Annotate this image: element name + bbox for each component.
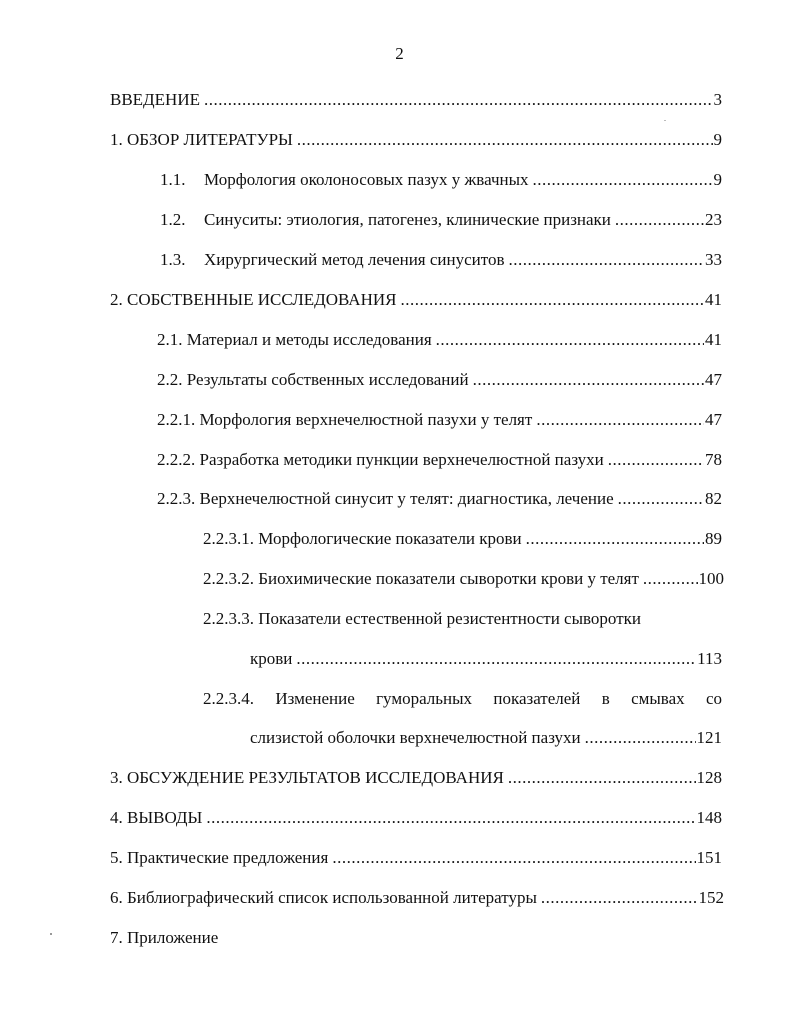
dot-leader — [608, 450, 704, 470]
toc-title: 2.2.3.2. Биохимические показатели сыворотки крови у телят — [203, 569, 639, 588]
toc-page: 9 — [713, 170, 722, 189]
toc-title: 2.2.3. Верхнечелюстной синусит у телят: диагностика, лечение — [157, 489, 614, 508]
toc-entry-ch4 — [110, 808, 722, 828]
toc-page: 41 — [705, 290, 722, 309]
dot-leader — [615, 210, 704, 230]
scan-speck — [50, 933, 52, 935]
toc-entry-2-2-3 — [157, 489, 722, 509]
toc-page: 33 — [705, 250, 722, 269]
toc-page: 47 — [705, 370, 722, 389]
toc-title: 2. СОБСТВЕННЫЕ ИССЛЕДОВАНИЯ — [110, 290, 397, 309]
toc-page: 151 — [696, 848, 722, 867]
toc-entry-ch5 — [110, 848, 722, 868]
toc-entry-intro — [110, 90, 722, 110]
toc-entry-2-2-2 — [157, 450, 722, 470]
toc-entry-ch1 — [110, 130, 722, 150]
toc-entry-1-2 — [160, 210, 722, 230]
dot-leader — [297, 130, 713, 150]
toc-page: 23 — [705, 210, 722, 229]
toc-entry-1-1 — [160, 170, 722, 190]
toc-title: 1. ОБЗОР ЛИТЕРАТУРЫ — [110, 130, 293, 149]
dot-leader — [508, 768, 696, 788]
toc-title: 2.1. Материал и методы исследования — [157, 330, 432, 349]
toc-page: 3 — [713, 90, 722, 109]
toc-entry-2-2 — [157, 370, 722, 390]
toc-page: 121 — [696, 728, 722, 747]
toc-entry-2-2-3-3-line1: 2.2.3.3. Показатели естественной резистентности сыворотки — [203, 609, 641, 628]
toc-entry-ch6 — [110, 888, 724, 908]
toc-title: Морфология околоносовых пазух у жвачных — [204, 170, 529, 189]
toc-entry-ch3 — [110, 768, 722, 788]
toc-title: 4. ВЫВОДЫ — [110, 808, 203, 827]
toc-title: Синуситы: этиология, патогенез, клинические признаки — [204, 210, 611, 229]
toc-page: 100 — [698, 569, 724, 588]
toc-page: 113 — [697, 649, 722, 668]
toc-entry-2-1 — [157, 330, 722, 350]
toc-page: 89 — [705, 529, 722, 548]
dot-leader — [541, 888, 698, 908]
dot-leader — [536, 410, 704, 430]
toc-page: 78 — [705, 450, 722, 469]
dot-leader — [533, 170, 713, 190]
scan-speck — [664, 120, 666, 121]
dot-leader — [618, 489, 704, 509]
dot-leader — [473, 370, 704, 390]
toc-entry-2-2-1 — [157, 410, 722, 430]
dot-leader — [509, 250, 705, 270]
dot-leader — [643, 569, 698, 589]
dot-leader — [296, 649, 696, 669]
toc-entry-2-2-3-4-line1: 2.2.3.4. Изменение гуморальных показателей в смывах со — [203, 689, 722, 708]
dot-leader — [206, 808, 695, 828]
toc-title: Хирургический метод лечения синуситов — [204, 250, 505, 269]
toc-entry-ch7: 7. Приложение — [110, 928, 219, 947]
toc-title: крови — [250, 649, 293, 668]
toc-title: 2.2. Результаты собственных исследований — [157, 370, 469, 389]
toc-title: 2.2.2. Разработка методики пункции верхнечелюстной пазухи — [157, 450, 604, 469]
dot-leader — [526, 529, 704, 549]
dot-leader — [585, 728, 696, 748]
toc-entry-ch2 — [110, 290, 722, 310]
toc-entry-2-2-3-4 — [250, 728, 722, 748]
dot-leader — [332, 848, 695, 868]
toc-title: слизистой оболочки верхнечелюстной пазухи — [250, 728, 581, 747]
dot-leader — [400, 290, 704, 310]
toc-page: 148 — [696, 808, 722, 827]
toc-page: 47 — [705, 410, 722, 429]
toc-page: 152 — [698, 888, 724, 907]
toc-title: 5. Практические предложения — [110, 848, 329, 867]
toc-number: 1.3. — [160, 250, 186, 269]
toc-title: 2.2.1. Морфология верхнечелюстной пазухи у телят — [157, 410, 533, 429]
toc-entry-1-3 — [160, 250, 722, 270]
toc-entry-2-2-3-2 — [203, 569, 724, 589]
toc-page: 128 — [696, 768, 722, 787]
toc-number: 1.1. — [160, 170, 186, 189]
dot-leader — [204, 90, 713, 110]
toc-page: 9 — [713, 130, 722, 149]
toc-number: 1.2. — [160, 210, 186, 229]
dot-leader — [436, 330, 704, 350]
page-number: 2 — [395, 44, 404, 63]
toc-title: ВВЕДЕНИЕ — [110, 90, 200, 109]
toc-page: 41 — [705, 330, 722, 349]
toc-title: 2.2.3.1. Морфологические показатели крови — [203, 529, 522, 548]
toc-entry-2-2-3-1 — [203, 529, 722, 549]
toc-page: 82 — [705, 489, 722, 508]
toc-title: 3. ОБСУЖДЕНИЕ РЕЗУЛЬТАТОВ ИССЛЕДОВАНИЯ — [110, 768, 504, 787]
toc-title: 6. Библиографический список использованной литературы — [110, 888, 537, 907]
toc-entry-2-2-3-3 — [250, 649, 722, 669]
